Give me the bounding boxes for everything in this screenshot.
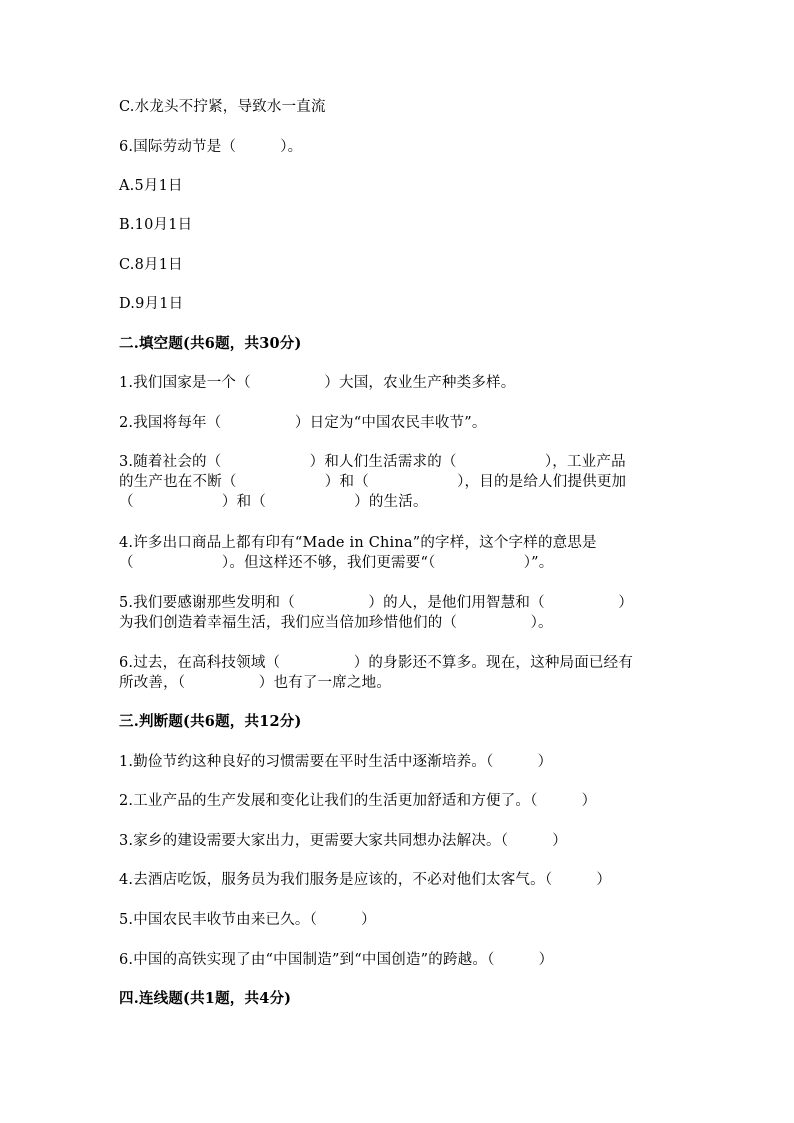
judge-q5: 5.中国农民丰收节由来已久。（ ）: [119, 912, 376, 928]
judge-q4: 4.去酒店吃饭，服务员为我们服务是应该的，不必对他们太客气。（ ）: [119, 872, 612, 888]
judge-q6: 6.中国的高铁实现了由“中国制造”到“中国创造”的跨越。（ ）: [119, 952, 554, 968]
fill-q3-line1: 3.随着社会的（ ）和人们生活需求的（ ），工业产品: [119, 454, 626, 470]
mc-q6-option-b: B.10月1日: [119, 217, 193, 233]
mc-q6-stem: 6.国际劳动节是（ ）。: [119, 139, 303, 155]
judge-q3: 3.家乡的建设需要大家出力，更需要大家共同想办法解决。（ ）: [119, 833, 567, 849]
mc-q6-option-c: C.8月1日: [119, 257, 183, 273]
section-heading-matching: 四.连线题(共1题，共4分): [119, 990, 292, 1007]
judge-q1: 1.勤俭节约这种良好的习惯需要在平时生活中逐渐培养。（ ）: [119, 754, 553, 770]
fill-q5-line2: 为我们创造着幸福生活，我们应当倍加珍惜他们的（ ）。: [119, 615, 553, 631]
fill-q6-line1: 6.过去，在高科技领域（ ）的身影还不算多。现在，这种局面已经有: [119, 655, 634, 671]
section-heading-true-false: 三.判断题(共6题，共12分): [119, 713, 302, 730]
fill-q5-line1: 5.我们要感谢那些发明和（ ）的人，是他们用智慧和（ ）: [119, 595, 634, 611]
fill-q3-line2: 的生产也在不断（ ）和（ ），目的是给人们提供更加: [119, 474, 627, 490]
section-heading-fill-blank: 二.填空题(共6题，共30分): [119, 335, 302, 352]
fill-q4-line2: （ ）。但这样还不够，我们更需要“（ ）”。: [119, 555, 554, 571]
judge-q2: 2.工业产品的生产发展和变化让我们的生活更加舒适和方便了。（ ）: [119, 793, 597, 809]
fill-q6-line2: 所改善，（ ）也有了一席之地。: [119, 675, 392, 691]
fill-q3-line3: （ ）和（ ）的生活。: [119, 494, 428, 510]
fill-q2: 2.我国将每年（ ）日定为“中国农民丰收节”。: [119, 415, 487, 431]
mc-q6-option-a: A.5月1日: [119, 178, 183, 194]
fill-q1: 1.我们国家是一个（ ）大国，农业生产种类多样。: [119, 375, 516, 391]
mc-q5-option-c: C.水龙头不拧紧，导致水一直流: [119, 99, 326, 115]
fill-q4-line1: 4.许多出口商品上都有印有“Made in China”的字样，这个字样的意思是: [119, 535, 597, 551]
mc-q6-option-d: D.9月1日: [119, 296, 184, 312]
